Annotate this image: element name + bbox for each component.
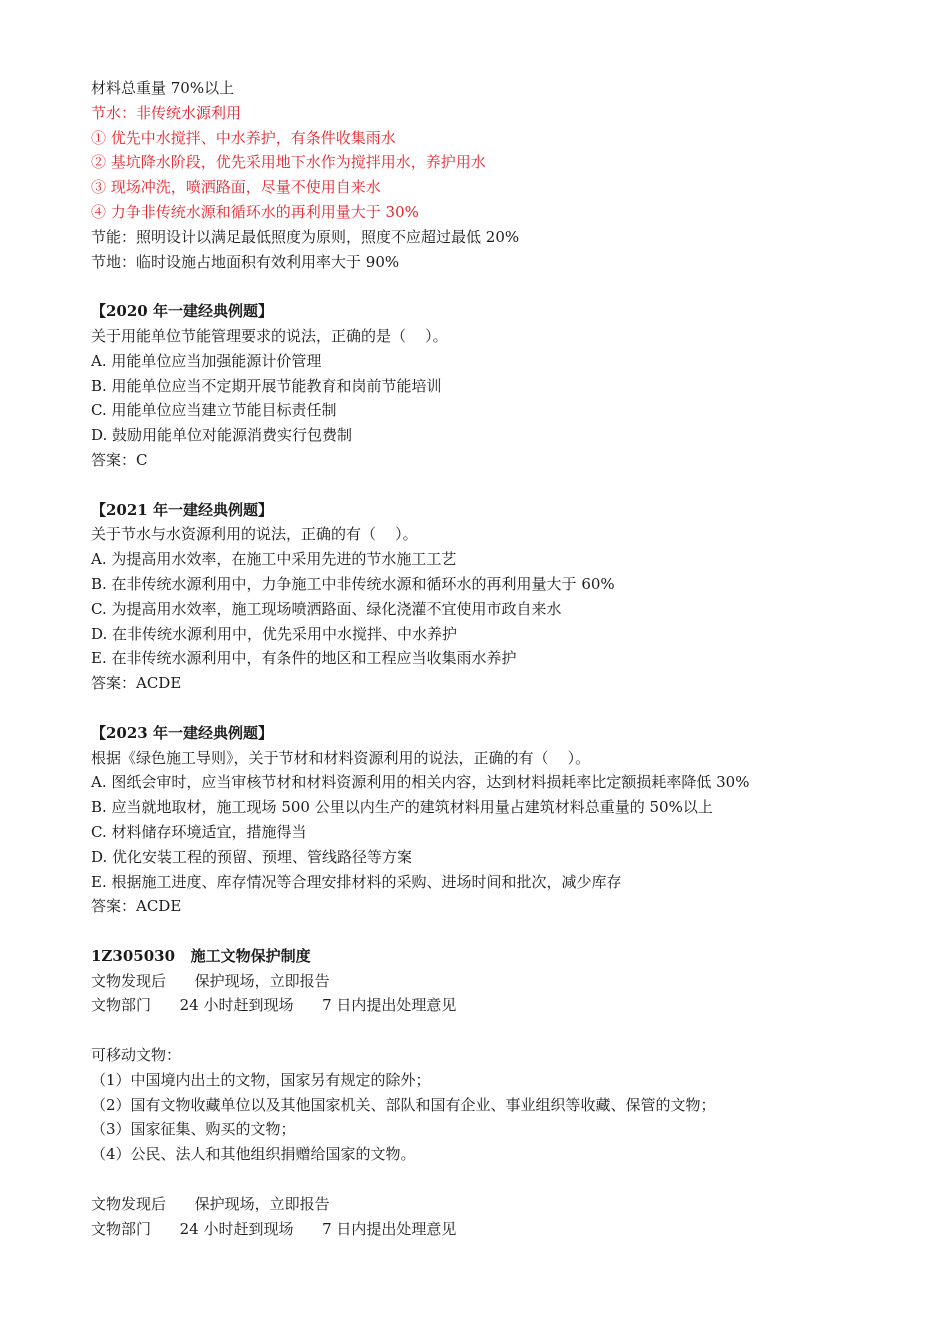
spacer <box>91 473 891 498</box>
relic-dept-line-repeat: 文物部门 24 小时赶到现场 7 日内提出处理意见 <box>91 1219 457 1238</box>
option-2023: A. 图纸会审时，应当审核节材和材料资源利用的相关内容，达到材料损耗率比定额损耗率降低 30% <box>91 773 750 792</box>
spacer <box>91 696 891 721</box>
spacer <box>91 1167 891 1192</box>
answer-2023: 答案：ACDE <box>91 897 182 916</box>
section-title-relics: 1Z305030 施工文物保护制度 <box>91 946 311 965</box>
option-2020: A. 用能单位应当加强能源计价管理 <box>91 351 322 370</box>
option-2020: D. 鼓励用能单位对能源消费实行包费制 <box>91 426 353 445</box>
option-2023: D. 优化安装工程的预留、预埋、管线路径等方案 <box>91 847 413 866</box>
example-heading-2020: 【2020 年一建经典例题】 <box>91 302 273 321</box>
water-saving-title: 节水：非传统水源利用 <box>91 103 242 122</box>
land-saving-line: 节地：临时设施占地面积有效利用率大于 90% <box>91 252 400 271</box>
question-2023: 根据《绿色施工导则》，关于节材和材料资源利用的说法，正确的有（ ）。 <box>91 748 591 767</box>
spacer <box>91 274 891 299</box>
movable-relic-item: （2）国有文物收藏单位以及其他国家机关、部队和国有企业、事业组织等收藏、保管的文物； <box>91 1095 716 1114</box>
relic-dept-line: 文物部门 24 小时赶到现场 7 日内提出处理意见 <box>91 996 457 1015</box>
material-weight-line: 材料总重量 70%以上 <box>91 79 235 97</box>
option-2021: C. 为提高用水效率，施工现场喷洒路面、绿化浇灌不宜使用市政自来水 <box>91 599 562 618</box>
relic-found-line: 文物发现后 保护现场，立即报告 <box>91 971 330 990</box>
movable-relic-item: （4）公民、法人和其他组织捐赠给国家的文物。 <box>91 1145 416 1164</box>
document-body <box>91 76 891 1241</box>
water-item: ① 优先中水搅拌、中水养护，有条件收集雨水 <box>91 128 396 147</box>
movable-relic-item: （1）中国境内出土的文物，国家另有规定的除外； <box>91 1070 431 1089</box>
option-2023: B. 应当就地取材，施工现场 500 公里以内生产的建筑材料用量占建筑材料总重量的 50%以上 <box>91 798 713 817</box>
water-item: ④ 力争非传统水源和循环水的再利用量大于 30% <box>91 202 419 221</box>
relic-found-line-repeat: 文物发现后 保护现场，立即报告 <box>91 1194 330 1213</box>
option-2021: A. 为提高用水效率，在施工中采用先进的节水施工工艺 <box>91 550 457 569</box>
water-item: ② 基坑降水阶段，优先采用地下水作为搅拌用水，养护用水 <box>91 153 486 172</box>
option-2021: E. 在非传统水源利用中，有条件的地区和工程应当收集雨水养护 <box>91 649 517 668</box>
energy-saving-line: 节能：照明设计以满足最低照度为原则，照度不应超过最低 20% <box>91 227 520 246</box>
movable-relics-title: 可移动文物： <box>91 1046 182 1065</box>
movable-relic-item: （3）国家征集、购买的文物； <box>91 1120 296 1139</box>
option-2023: C. 材料储存环境适宜，措施得当 <box>91 822 307 841</box>
option-2021: B. 在非传统水源利用中，力争施工中非传统水源和循环水的再利用量大于 60% <box>91 574 615 593</box>
spacer <box>91 1018 891 1043</box>
question-2021: 关于节水与水资源利用的说法，正确的有（ ）。 <box>91 525 418 544</box>
option-2020: C. 用能单位应当建立节能目标责任制 <box>91 401 337 420</box>
question-2020: 关于用能单位节能管理要求的说法，正确的是（ ）。 <box>91 326 448 345</box>
spacer <box>91 919 891 944</box>
option-2021: D. 在非传统水源利用中，优先采用中水搅拌、中水养护 <box>91 624 458 643</box>
answer-2020: 答案：C <box>91 450 148 469</box>
answer-2021: 答案：ACDE <box>91 674 182 693</box>
example-heading-2021: 【2021 年一建经典例题】 <box>91 500 273 519</box>
water-item: ③ 现场冲洗，喷洒路面，尽量不使用自来水 <box>91 178 381 197</box>
option-2020: B. 用能单位应当不定期开展节能教育和岗前节能培训 <box>91 376 442 395</box>
option-2023: E. 根据施工进度、库存情况等合理安排材料的采购、进场时间和批次，减少库存 <box>91 872 622 891</box>
example-heading-2023: 【2023 年一建经典例题】 <box>91 723 273 742</box>
